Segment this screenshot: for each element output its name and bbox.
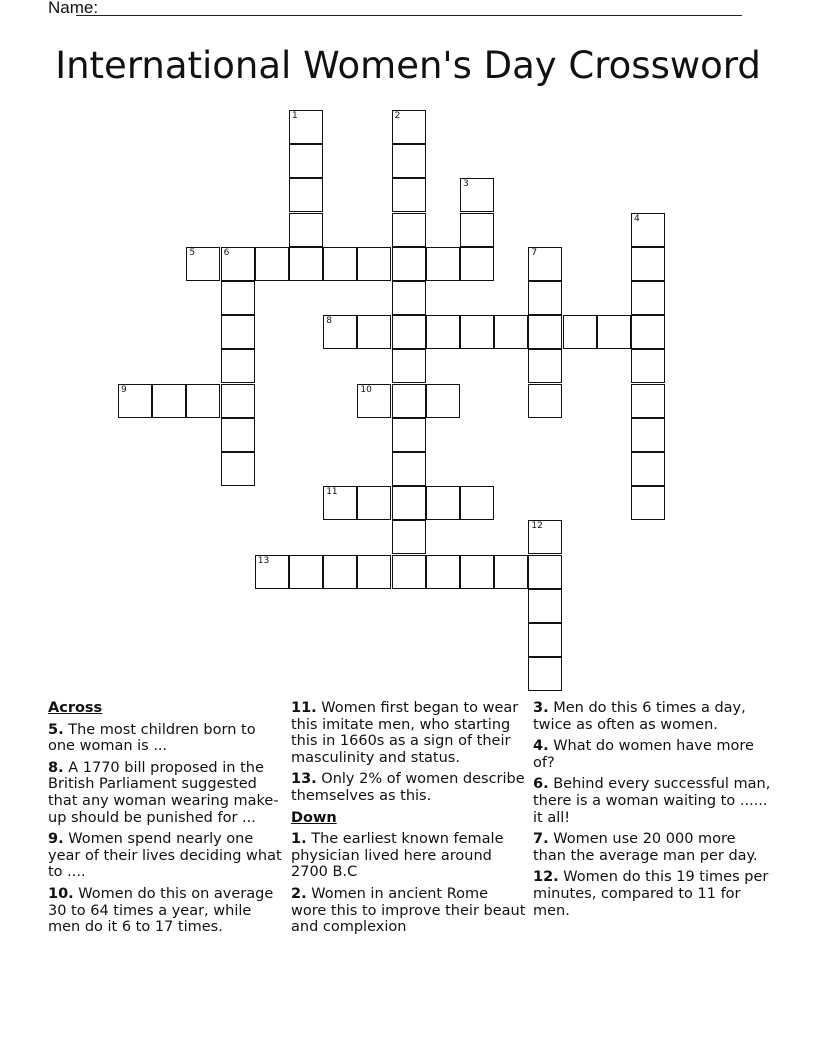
crossword-cell[interactable]	[392, 520, 426, 554]
clue-item	[291, 700, 527, 766]
clues-column-1	[48, 700, 284, 941]
clue-item	[48, 886, 284, 936]
clue-item	[533, 869, 773, 919]
crossword-cell[interactable]	[392, 213, 426, 247]
clue-text: Only 2% of women describe themselves as this.	[291, 771, 525, 804]
crossword-cell[interactable]	[221, 281, 255, 315]
clue-text: Men do this 6 times a day, twice as often as women.	[533, 700, 746, 733]
crossword-cell[interactable]	[221, 315, 255, 349]
clue-number: 5.	[48, 721, 64, 738]
crossword-cell[interactable]	[563, 315, 597, 349]
crossword-cell[interactable]	[528, 281, 562, 315]
crossword-cell[interactable]	[631, 315, 665, 349]
crossword-cell[interactable]	[631, 486, 665, 520]
cell-number: 6	[223, 247, 230, 258]
crossword-cell[interactable]	[392, 384, 426, 418]
clue-item	[533, 776, 773, 826]
crossword-cell[interactable]	[460, 555, 494, 589]
cell-number: 9	[121, 384, 127, 395]
crossword-cell[interactable]	[631, 213, 665, 247]
cell-number: 2	[394, 111, 401, 121]
clue-item	[533, 738, 773, 771]
crossword-cell[interactable]	[323, 247, 357, 281]
clue-number: 12.	[533, 869, 559, 886]
crossword-cell[interactable]	[255, 555, 289, 589]
across-heading: Across	[48, 700, 103, 716]
clue-number: 6.	[533, 776, 549, 793]
cell-number: 13	[257, 555, 270, 566]
crossword-cell[interactable]	[392, 349, 426, 383]
crossword-cell[interactable]	[357, 384, 391, 418]
crossword-cell[interactable]	[152, 384, 186, 418]
clue-text: Women do this on average 30 to 64 times a year, while men do it 6 to 17 times.	[48, 885, 274, 936]
clue-text: Women use 20 000 more than the average man per day.	[533, 831, 758, 864]
crossword-cell[interactable]	[289, 213, 323, 247]
down-heading: Down	[291, 809, 337, 826]
crossword-cell[interactable]	[357, 555, 391, 589]
crossword-cell[interactable]	[528, 349, 562, 383]
clue-number: 13.	[291, 771, 317, 788]
crossword-cell[interactable]	[289, 555, 323, 589]
clue-item	[291, 886, 527, 936]
crossword-cell[interactable]	[289, 110, 323, 144]
crossword-cell[interactable]	[289, 178, 323, 212]
crossword-cell[interactable]	[357, 315, 391, 349]
crossword-cell[interactable]	[631, 384, 665, 418]
clue-text: Women do this 19 times per minutes, compared to 11 for men.	[533, 869, 769, 919]
clue-number: 10.	[48, 885, 74, 902]
clue-number: 8.	[48, 759, 64, 776]
crossword-cell[interactable]	[426, 247, 460, 281]
crossword-cell[interactable]	[528, 520, 562, 554]
crossword-cell[interactable]	[221, 452, 255, 486]
crossword-cell[interactable]	[118, 384, 152, 418]
cell-number: 10	[360, 384, 372, 395]
crossword-cell[interactable]	[528, 315, 562, 349]
crossword-cell[interactable]	[426, 555, 460, 589]
crossword-cell[interactable]	[392, 315, 426, 349]
page-title: International Women's Day Crossword	[55, 44, 761, 87]
crossword-cell[interactable]	[460, 315, 494, 349]
crossword-cell[interactable]	[186, 384, 220, 418]
crossword-cell[interactable]	[631, 281, 665, 315]
crossword-cell[interactable]	[460, 247, 494, 281]
clue-number: 4.	[533, 738, 549, 755]
crossword-cell[interactable]	[323, 486, 357, 520]
clue-text: A 1770 bill proposed in the British Parliament suggested that any woman wearing make-up should be punished for ...	[48, 759, 279, 826]
crossword-cell[interactable]	[323, 555, 357, 589]
crossword-cell[interactable]	[289, 144, 323, 178]
crossword-cell[interactable]	[460, 213, 494, 247]
clue-text: The earliest known female physician lived here around 2700 B.C	[291, 831, 504, 881]
crossword-cell[interactable]	[631, 418, 665, 452]
name-label: Name:	[48, 0, 99, 17]
crossword-cell[interactable]	[528, 589, 562, 623]
clue-number: 7.	[533, 831, 549, 848]
crossword-cell[interactable]	[426, 384, 460, 418]
crossword-cell[interactable]	[186, 247, 220, 281]
crossword-cell[interactable]	[392, 486, 426, 520]
crossword-cell[interactable]	[597, 315, 631, 349]
clues-column-2	[291, 700, 527, 941]
crossword-cell[interactable]	[221, 384, 255, 418]
crossword-cell[interactable]	[392, 247, 426, 281]
clue-number: 11.	[291, 700, 317, 716]
cell-number: 8	[326, 316, 332, 327]
clue-number: 2.	[291, 885, 307, 902]
crossword-cell[interactable]	[357, 247, 391, 281]
crossword-cell[interactable]	[528, 657, 562, 691]
crossword-cell[interactable]	[357, 486, 391, 520]
crossword-cell[interactable]	[460, 178, 494, 212]
cell-number: 5	[189, 247, 196, 258]
clue-number: 1.	[291, 831, 307, 848]
crossword-cell[interactable]	[631, 452, 665, 486]
cell-number: 12	[531, 521, 543, 532]
crossword-cell[interactable]	[392, 110, 426, 144]
crossword-cell[interactable]	[528, 623, 562, 657]
crossword-cell[interactable]	[494, 555, 528, 589]
crossword-cell[interactable]	[631, 349, 665, 383]
clue-item	[533, 700, 773, 733]
crossword-cell[interactable]	[392, 281, 426, 315]
cell-number: 4	[634, 213, 640, 224]
cell-number: 3	[463, 179, 469, 190]
clue-item	[291, 771, 527, 804]
clue-text: What do women have more of?	[533, 738, 754, 771]
cell-number: 11	[326, 487, 338, 498]
clue-text: Women in ancient Rome wore this to improve their beaut and complexion	[291, 885, 526, 936]
clues-column-3	[533, 700, 773, 924]
crossword-cell[interactable]	[631, 247, 665, 281]
crossword-cell[interactable]	[323, 315, 357, 349]
crossword-cell[interactable]	[221, 418, 255, 452]
crossword-cell[interactable]	[392, 555, 426, 589]
crossword-cell[interactable]	[255, 247, 289, 281]
crossword-cell[interactable]	[528, 247, 562, 281]
crossword-cell[interactable]	[221, 349, 255, 383]
crossword-cell[interactable]	[289, 247, 323, 281]
crossword-cell[interactable]	[528, 384, 562, 418]
crossword-cell[interactable]	[221, 247, 255, 281]
crossword-cell[interactable]	[460, 486, 494, 520]
clue-text: Women spend nearly one year of their lives deciding what to ....	[48, 831, 282, 881]
crossword-cell[interactable]	[426, 315, 460, 349]
clue-number: 9.	[48, 831, 64, 848]
clue-number: 3.	[533, 700, 549, 716]
crossword-cell[interactable]	[426, 486, 460, 520]
clue-text: Women first began to wear this imitate men, who starting this in 1660s as a sign of their masculinity and status.	[291, 700, 519, 766]
crossword-cell[interactable]	[528, 555, 562, 589]
cell-number: 1	[292, 111, 298, 121]
crossword-cell[interactable]	[392, 418, 426, 452]
crossword-cell[interactable]	[392, 178, 426, 212]
clue-item	[48, 760, 284, 826]
clue-item	[291, 831, 527, 881]
clue-item	[48, 722, 284, 755]
clue-item	[48, 831, 284, 881]
crossword-cell[interactable]	[392, 452, 426, 486]
cell-number: 7	[531, 247, 538, 258]
clue-text: Behind every successful man, there is a woman waiting to ...... it all!	[533, 776, 771, 826]
clue-item	[533, 831, 773, 864]
crossword-cell[interactable]	[494, 315, 528, 349]
clue-text: The most children born to one woman is ...	[48, 721, 256, 755]
crossword-cell[interactable]	[392, 144, 426, 178]
